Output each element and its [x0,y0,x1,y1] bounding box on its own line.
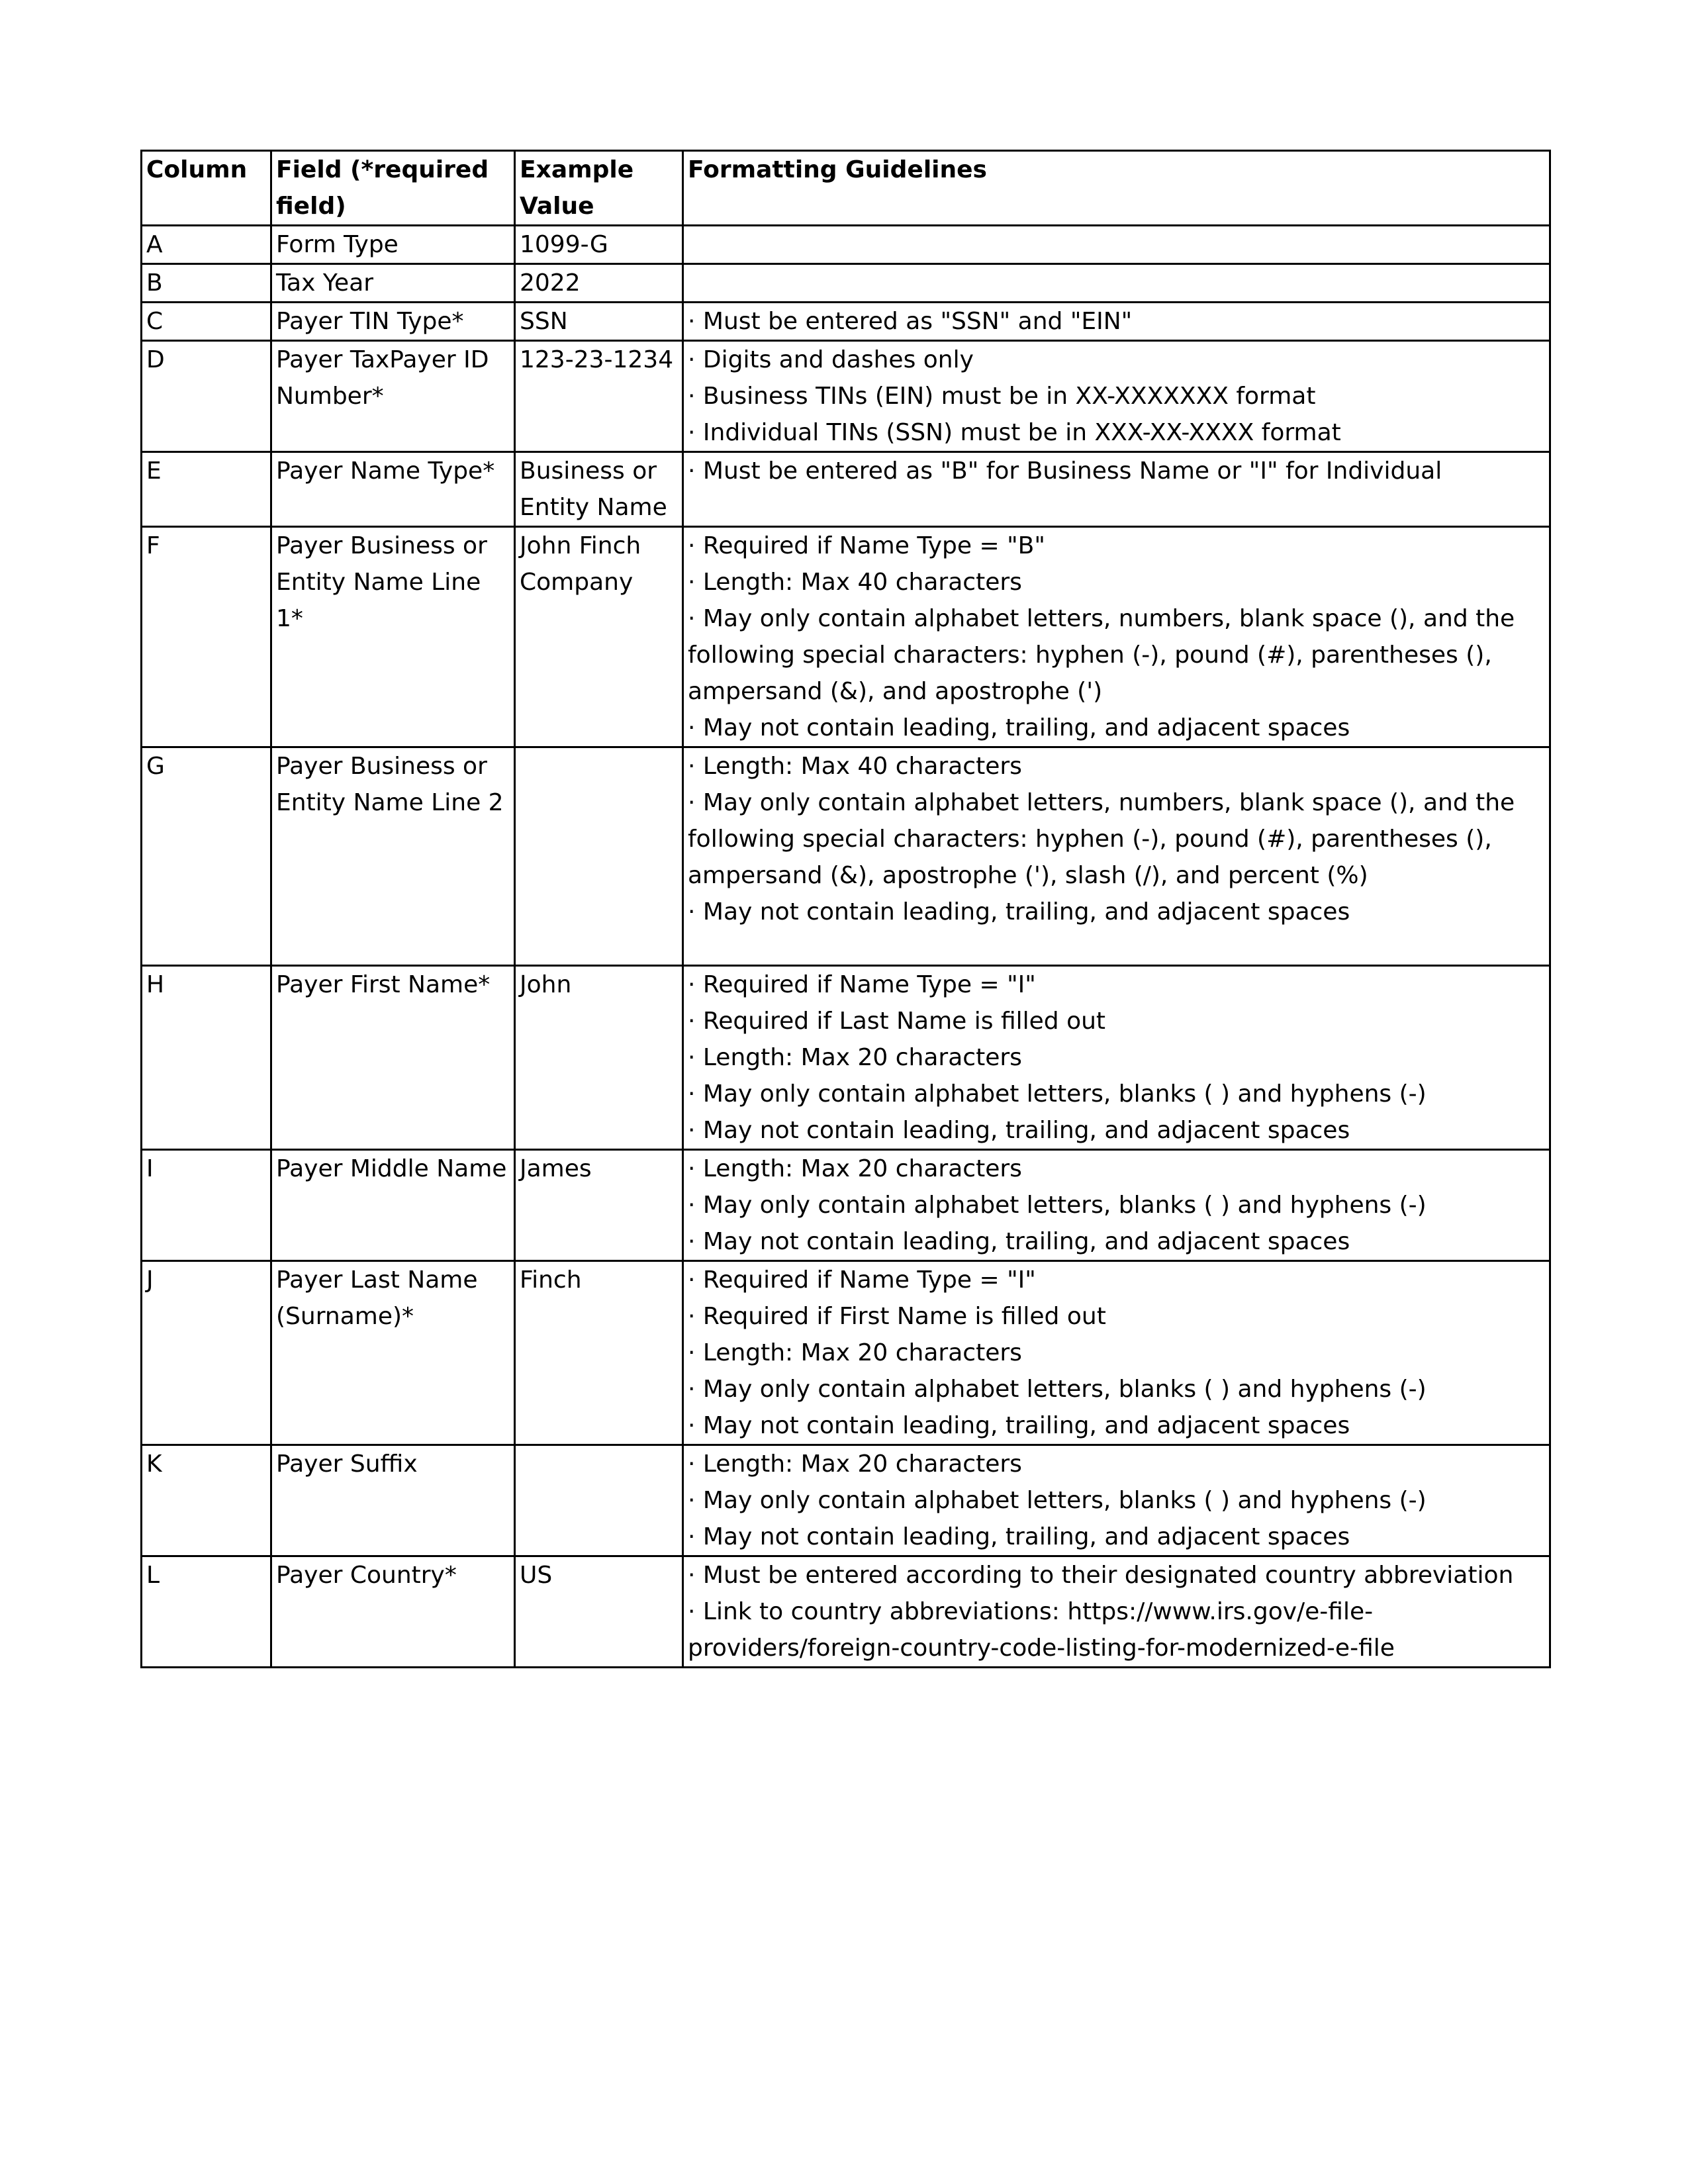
cell-field: Payer Middle Name [271,1150,515,1261]
cell-guidelines [683,1445,1550,1556]
cell-guidelines [683,1556,1550,1668]
table-row [142,1556,1550,1668]
guideline-line: · May not contain leading, trailing, and adjacent spaces [688,1228,1350,1255]
cell-column: I [142,1150,271,1261]
guideline-line: · May not contain leading, trailing, and adjacent spaces [688,714,1350,741]
header-field: Field (*required field) [271,151,515,226]
cell-guidelines [683,966,1550,1150]
cell-example: John [515,966,683,1150]
table-row [142,452,1550,527]
guideline-line: · Must be entered according to their designated country abbreviation [688,1562,1514,1589]
cell-column: G [142,747,271,966]
table-row [142,1261,1550,1445]
guideline-line: · Link to country abbreviations: https://www.irs.gov/e-file-providers/foreign-country-code-listing-for-modernized-e-file [688,1598,1395,1662]
cell-column: L [142,1556,271,1668]
table-row [142,747,1550,966]
guideline-line: · Must be entered as "SSN" and "EIN" [688,308,1133,335]
cell-column: C [142,303,271,341]
guideline-line: · Business TINs (EIN) must be in XX-XXXXXXX format [688,383,1316,410]
guideline-line: · May only contain alphabet letters, blanks ( ) and hyphens (-) [688,1487,1427,1514]
table-header-row [142,151,1550,226]
guideline-line: · Required if Name Type = "B" [688,532,1045,559]
guideline-line: · Length: Max 40 characters [688,753,1022,780]
cell-guidelines [683,527,1550,747]
cell-column: A [142,226,271,264]
guideline-line: · Required if First Name is filled out [688,1303,1106,1330]
table-row [142,527,1550,747]
guideline-line: · Digits and dashes only [688,346,974,373]
cell-field: Payer Name Type* [271,452,515,527]
guideline-line: · Required if Name Type = "I" [688,971,1036,998]
cell-guidelines [683,1150,1550,1261]
cell-field: Payer Business or Entity Name Line 2 [271,747,515,966]
cell-example: US [515,1556,683,1668]
cell-example: SSN [515,303,683,341]
cell-column: K [142,1445,271,1556]
cell-field: Payer TIN Type* [271,303,515,341]
guideline-line: · May not contain leading, trailing, and adjacent spaces [688,1412,1350,1439]
cell-example [515,747,683,966]
cell-example: John Finch Company [515,527,683,747]
header-example-value: Example Value [515,151,683,226]
table-row [142,303,1550,341]
cell-column: F [142,527,271,747]
cell-example [515,1445,683,1556]
cell-guidelines [683,303,1550,341]
table-row [142,264,1550,303]
cell-guidelines [683,341,1550,452]
guideline-line: · May not contain leading, trailing, and adjacent spaces [688,1117,1350,1144]
guideline-line: · May only contain alphabet letters, blanks ( ) and hyphens (-) [688,1080,1427,1108]
cell-guidelines [683,264,1550,303]
cell-example: 2022 [515,264,683,303]
header-column: Column [142,151,271,226]
cell-example: 1099-G [515,226,683,264]
cell-field: Payer TaxPayer ID Number* [271,341,515,452]
cell-guidelines [683,226,1550,264]
guideline-line: · Individual TINs (SSN) must be in XXX-XX-XXXX format [688,419,1341,446]
table-row [142,341,1550,452]
cell-field: Payer Last Name (Surname)* [271,1261,515,1445]
cell-field: Payer First Name* [271,966,515,1150]
table-row [142,226,1550,264]
cell-field: Payer Country* [271,1556,515,1668]
cell-column: H [142,966,271,1150]
guideline-line: · May only contain alphabet letters, blanks ( ) and hyphens (-) [688,1376,1427,1403]
guideline-line: · Length: Max 20 characters [688,1339,1022,1366]
table-row [142,1445,1550,1556]
cell-column: D [142,341,271,452]
guideline-line: · Length: Max 20 characters [688,1044,1022,1071]
cell-example: Finch [515,1261,683,1445]
guideline-line: · May only contain alphabet letters, numbers, blank space (), and the following special characters: hyphen (-), pound (#), parentheses (), ampersand (&), and apostrophe (') [688,605,1515,705]
cell-field: Tax Year [271,264,515,303]
guideline-line: · May only contain alphabet letters, numbers, blank space (), and the following special characters: hyphen (-), pound (#), parentheses (), ampersand (&), apostrophe ('), slash (/), and percent (%) [688,789,1515,889]
cell-example: 123-23-1234 [515,341,683,452]
cell-field: Payer Business or Entity Name Line 1* [271,527,515,747]
cell-guidelines [683,747,1550,966]
guideline-line: · May not contain leading, trailing, and adjacent spaces [688,1523,1350,1550]
guideline-line: · May only contain alphabet letters, blanks ( ) and hyphens (-) [688,1192,1427,1219]
field-spec-table [140,150,1551,1668]
guideline-line: · Required if Last Name is filled out [688,1008,1106,1035]
cell-guidelines [683,1261,1550,1445]
cell-field: Payer Suffix [271,1445,515,1556]
guideline-line: · Length: Max 20 characters [688,1450,1022,1478]
cell-column: B [142,264,271,303]
cell-column: E [142,452,271,527]
guideline-line: · Length: Max 20 characters [688,1155,1022,1182]
header-formatting-guidelines: Formatting Guidelines [683,151,1550,226]
table-row [142,1150,1550,1261]
cell-field: Form Type [271,226,515,264]
cell-example: Business or Entity Name [515,452,683,527]
cell-column: J [142,1261,271,1445]
guideline-line: · Must be entered as "B" for Business Name or "I" for Individual [688,457,1442,485]
guideline-line: · May not contain leading, trailing, and adjacent spaces [688,898,1350,926]
table-row [142,966,1550,1150]
cell-example: James [515,1150,683,1261]
guideline-line: · Required if Name Type = "I" [688,1266,1036,1294]
cell-guidelines [683,452,1550,527]
guideline-line: · Length: Max 40 characters [688,569,1022,596]
